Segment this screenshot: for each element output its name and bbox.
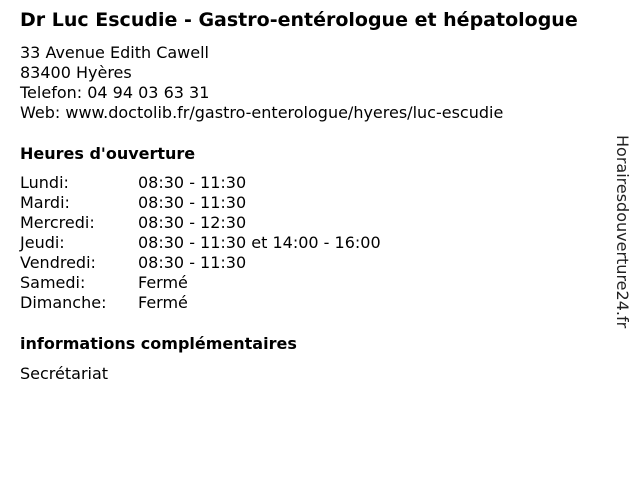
page-title: Dr Luc Escudie - Gastro-entérologue et hépatologue bbox=[20, 9, 578, 31]
time-value: 08:30 - 11:30 bbox=[138, 173, 247, 192]
address-line-street: 33 Avenue Edith Cawell bbox=[20, 43, 209, 62]
day-label: Vendredi: bbox=[20, 253, 96, 272]
site-watermark: Horairesdouverture24.fr bbox=[613, 135, 632, 329]
contact-block bbox=[20, 43, 503, 123]
info-heading: informations complémentaires bbox=[20, 334, 297, 353]
hours-row-wednesday bbox=[20, 213, 381, 233]
day-label: Mardi: bbox=[20, 193, 70, 212]
day-label: Jeudi: bbox=[20, 233, 65, 252]
hours-heading: Heures d'ouverture bbox=[20, 144, 196, 163]
time-value: Fermé bbox=[138, 293, 188, 312]
time-value: 08:30 - 12:30 bbox=[138, 213, 247, 232]
hours-row-thursday bbox=[20, 233, 381, 253]
address-line-city: 83400 Hyères bbox=[20, 63, 132, 82]
day-label: Dimanche: bbox=[20, 293, 107, 312]
day-label: Lundi: bbox=[20, 173, 69, 192]
phone-text: Telefon: 04 94 03 63 31 bbox=[20, 83, 210, 102]
web-text: Web: www.doctolib.fr/gastro-enterologue/hyeres/luc-escudie bbox=[20, 103, 504, 122]
hours-list bbox=[20, 173, 381, 313]
hours-row-tuesday bbox=[20, 193, 381, 213]
time-value: 08:30 - 11:30 et 14:00 - 16:00 bbox=[138, 233, 381, 252]
hours-row-saturday bbox=[20, 273, 381, 293]
hours-row-sunday bbox=[20, 293, 381, 313]
time-value: 08:30 - 11:30 bbox=[138, 253, 247, 272]
hours-row-friday bbox=[20, 253, 381, 273]
time-value: 08:30 - 11:30 bbox=[138, 193, 247, 212]
day-label: Samedi: bbox=[20, 273, 86, 292]
info-text: Secrétariat bbox=[20, 364, 109, 383]
day-label: Mercredi: bbox=[20, 213, 95, 232]
hours-row-monday bbox=[20, 173, 381, 193]
time-value: Fermé bbox=[138, 273, 188, 292]
